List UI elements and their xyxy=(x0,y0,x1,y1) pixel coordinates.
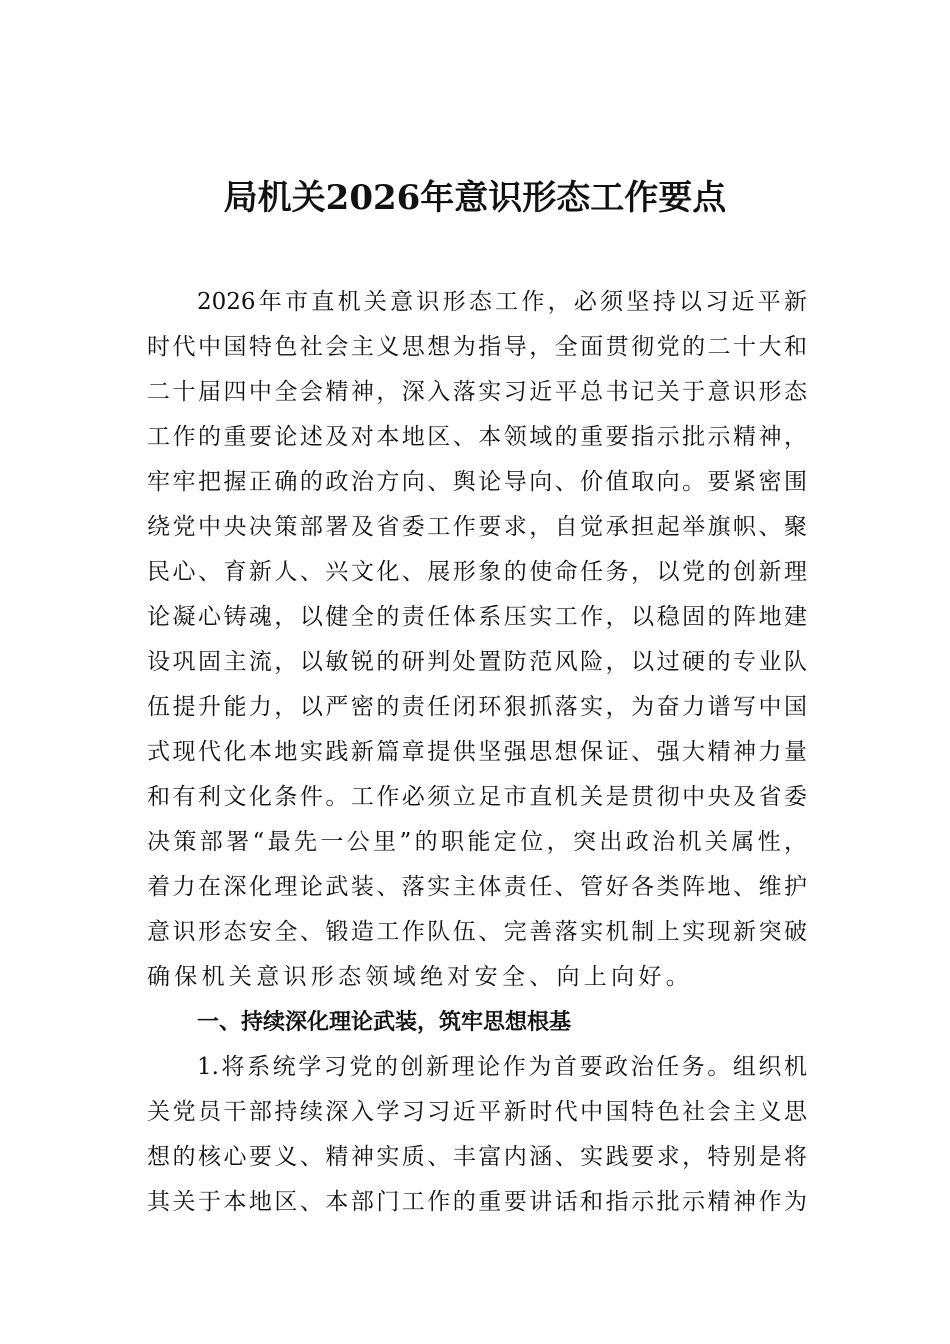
paragraph-line: 民心、育新人、兴文化、展形象的使命任务，以党的创新理 xyxy=(147,559,807,585)
paragraph-line: 决策部署“最先一公里”的职能定位，突出政治机关属性， xyxy=(147,829,807,855)
paragraph-line: 2026年市直机关意识形态工作，必须坚持以习近平新 xyxy=(197,289,807,315)
paragraph-line: 设巩固主流，以敏锐的研判处置防范风险，以过硬的专业队 xyxy=(147,649,807,675)
document-body xyxy=(147,280,807,1225)
paragraph-line: 时代中国特色社会主义思想为指导，全面贯彻党的二十大和 xyxy=(147,334,807,360)
paragraph-line: 二十届四中全会精神，深入落实习近平总书记关于意识形态 xyxy=(147,379,807,405)
paragraph-line: 意识形态安全、锻造工作队伍、完善落实机制上实现新突破 xyxy=(147,919,807,945)
paragraph-line: 着力在深化理论武装、落实主体责任、管好各类阵地、维护 xyxy=(147,874,807,900)
paragraph-line: 式现代化本地实践新篇章提供坚强思想保证、强大精神力量 xyxy=(147,739,807,765)
paragraph-line: 牢牢把握正确的政治方向、舆论导向、价值取向。要紧密围 xyxy=(147,469,807,495)
paragraph-line: 工作的重要论述及对本地区、本领域的重要指示批示精神， xyxy=(147,424,807,450)
paragraph-line: 想的核心要义、精神实质、丰富内涵、实践要求，特别是将 xyxy=(147,1144,807,1170)
paragraph-line: 论凝心铸魂，以健全的责任体系压实工作，以稳固的阵地建 xyxy=(147,604,807,630)
paragraph-line: 确保机关意识形态领域绝对安全、向上向好。 xyxy=(147,964,693,990)
paragraph-line: 和有利文化条件。工作必须立足市直机关是贯彻中央及省委 xyxy=(147,784,807,810)
section-heading: 一、持续深化理论武装，筑牢思想根基 xyxy=(197,1010,572,1035)
paragraph-line: 1.将系统学习党的创新理论作为首要政治任务。组织机 xyxy=(197,1054,807,1080)
paragraph-line: 关党员干部持续深入学习习近平新时代中国特色社会主义思 xyxy=(147,1099,807,1125)
paragraph-line: 伍提升能力，以严密的责任闭环狠抓落实，为奋力谱写中国 xyxy=(147,694,807,720)
paragraph-line: 其关于本地区、本部门工作的重要讲话和指示批示精神作为 xyxy=(147,1189,807,1215)
document-title: 局机关2026年意识形态工作要点 xyxy=(223,178,727,218)
paragraph-line: 绕党中央决策部署及省委工作要求，自觉承担起举旗帜、聚 xyxy=(147,514,807,540)
